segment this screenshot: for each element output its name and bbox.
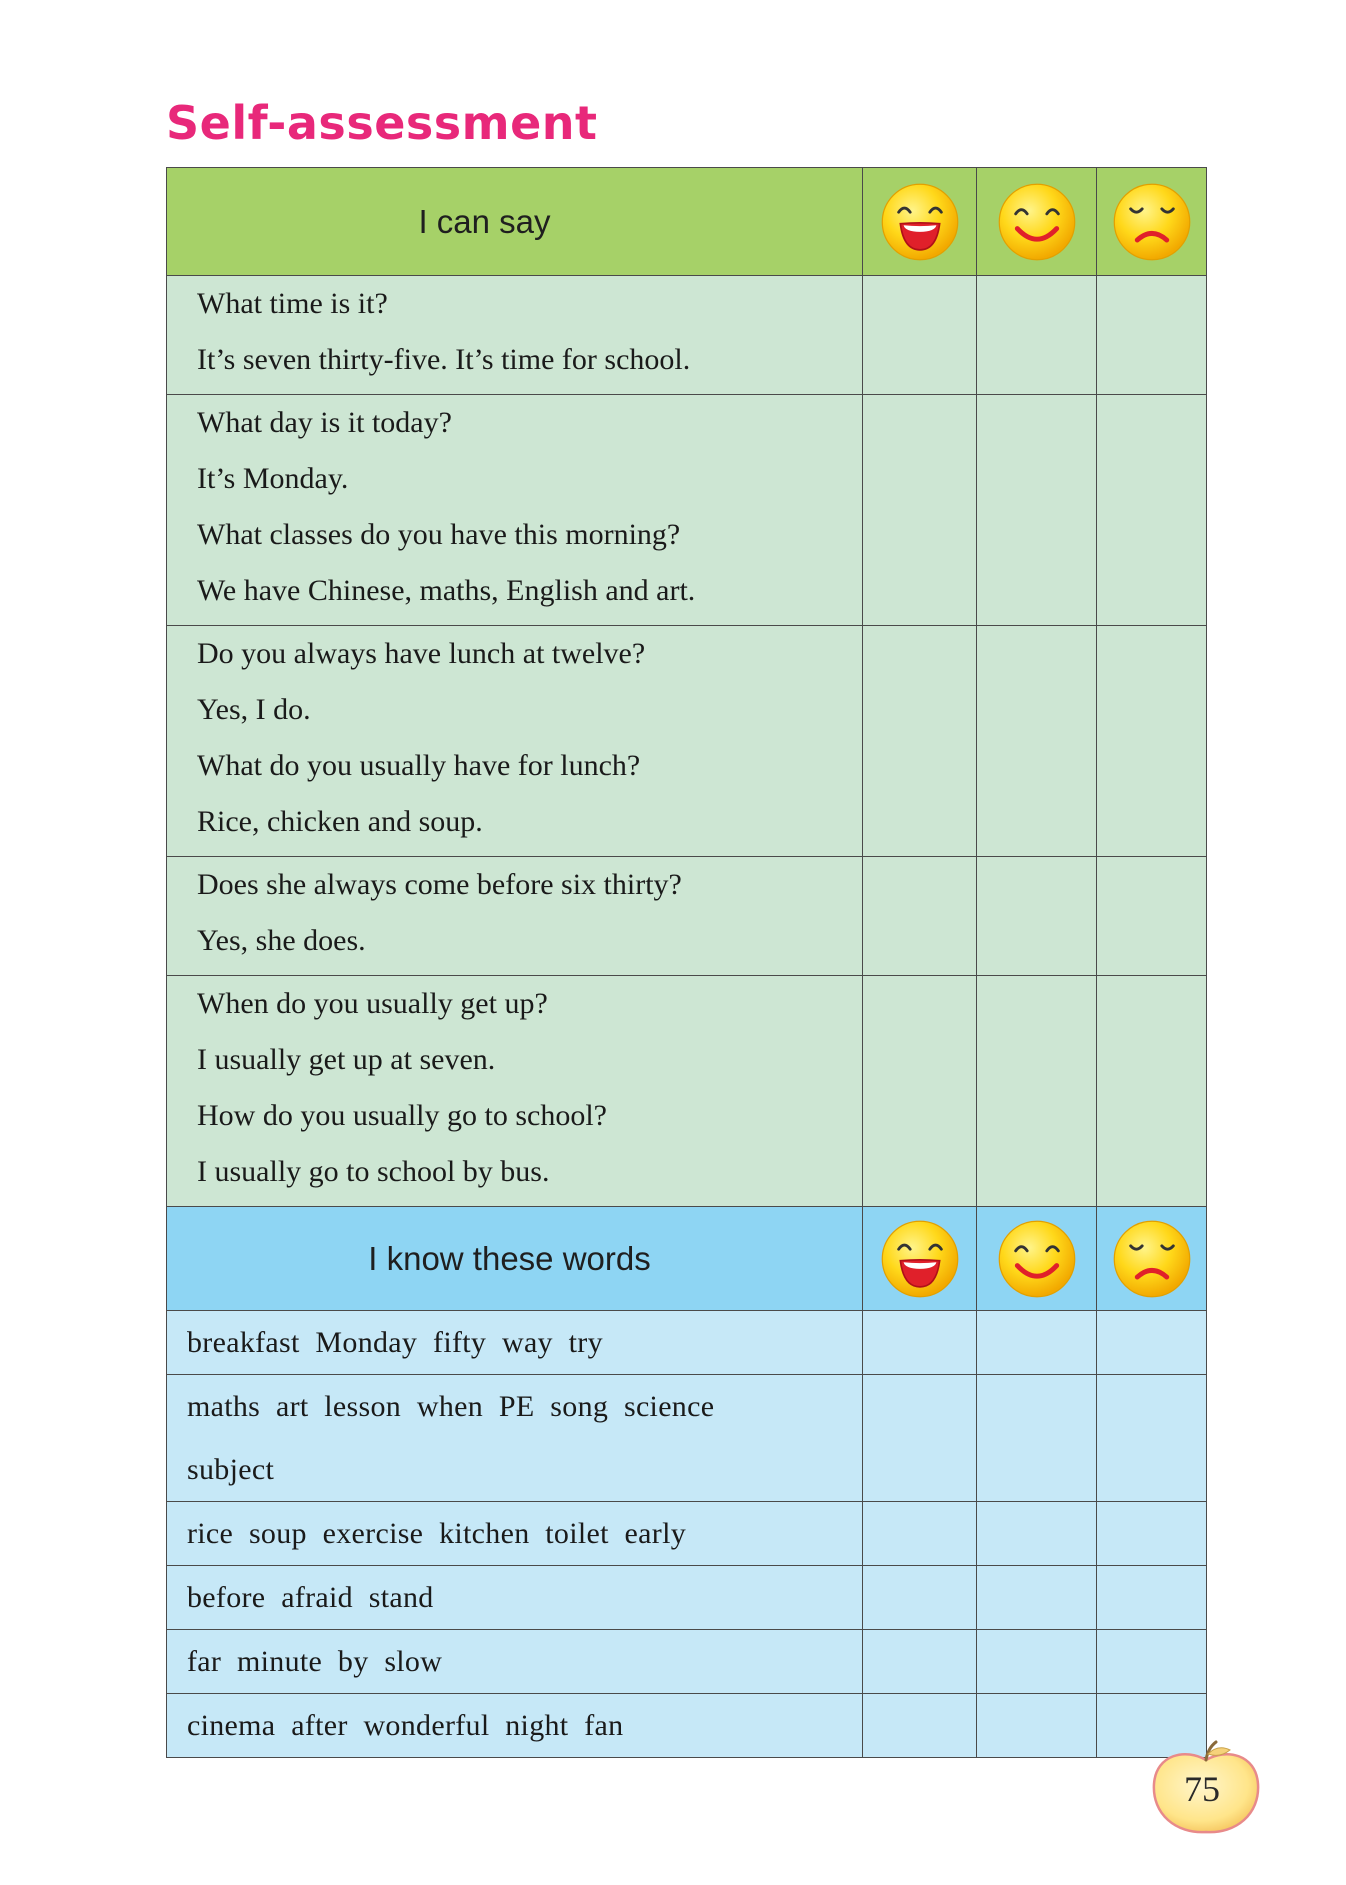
rating-cell-smile[interactable] [977,976,1097,1207]
page-title: Self-assessment [166,96,598,150]
rating-cell-laugh[interactable] [863,1311,977,1375]
say-row [167,395,1207,626]
say-row [167,276,1207,395]
words-row [167,1694,1207,1758]
say-line: What classes do you have this morning? [197,518,681,551]
words-row [167,1630,1207,1694]
words-line: before afraid stand [187,1581,434,1614]
say-row [167,976,1207,1207]
rating-cell-sad[interactable] [1097,1502,1207,1566]
smiling-face-icon [996,181,1078,263]
rating-cell-laugh[interactable] [863,1502,977,1566]
rating-cell-sad[interactable] [1097,1630,1207,1694]
say-row-text [167,626,863,857]
rating-cell-smile[interactable] [977,395,1097,626]
say-row-text [167,395,863,626]
rating-cell-smile[interactable] [977,1311,1097,1375]
rating-cell-smile[interactable] [977,1694,1097,1758]
say-line: Does she always come before six thirty? [197,868,682,901]
say-line: When do you usually get up? [197,987,548,1020]
say-row-text [167,276,863,395]
rating-cell-smile[interactable] [977,1375,1097,1502]
rating-cell-laugh[interactable] [863,626,977,857]
words-line: cinema after wonderful night fan [187,1709,624,1742]
words-row-text [167,1630,863,1694]
words-row-text [167,1502,863,1566]
words-line: rice soup exercise kitchen toilet early [187,1517,687,1550]
say-line: I usually go to school by bus. [197,1155,550,1188]
rating-cell-smile[interactable] [977,1630,1097,1694]
say-row [167,857,1207,976]
self-assessment-table [166,167,1207,1758]
words-row [167,1311,1207,1375]
smiling-face-icon [996,1218,1078,1300]
rating-cell-sad[interactable] [1097,1375,1207,1502]
rating-cell-laugh[interactable] [863,276,977,395]
words-row-text [167,1694,863,1758]
sad-face-icon [1111,1218,1193,1300]
say-line: What time is it? [197,287,388,320]
rating-cell-sad[interactable] [1097,276,1207,395]
words-row-text [167,1311,863,1375]
say-line: Yes, I do. [197,693,311,726]
say-header-label: I can say [167,168,863,276]
say-line: Do you always have lunch at twelve? [197,637,646,670]
rating-cell-smile[interactable] [977,1502,1097,1566]
page-number: 75 [1184,1769,1220,1809]
words-row [167,1502,1207,1566]
rating-cell-smile[interactable] [977,1566,1097,1630]
rating-cell-smile[interactable] [977,857,1097,976]
words-header-label: I know these words [167,1207,863,1311]
rating-cell-sad[interactable] [1097,395,1207,626]
rating-cell-sad[interactable] [1097,857,1207,976]
rating-cell-laugh[interactable] [863,857,977,976]
words-line: maths art lesson when PE song science [187,1390,715,1423]
words-header-row [167,1207,1207,1311]
say-header-face-cell [1097,168,1207,276]
say-row-text [167,857,863,976]
words-header-face-cell [1097,1207,1207,1311]
words-line: far minute by slow [187,1645,443,1678]
words-header-face-cell [977,1207,1097,1311]
laughing-face-icon [879,181,961,263]
rating-cell-sad[interactable] [1097,1566,1207,1630]
rating-cell-smile[interactable] [977,276,1097,395]
say-line: It’s Monday. [197,462,349,495]
words-line: breakfast Monday fifty way try [187,1326,603,1359]
say-line: Rice, chicken and soup. [197,805,483,838]
rating-cell-sad[interactable] [1097,626,1207,857]
say-row-text [167,976,863,1207]
rating-cell-sad[interactable] [1097,976,1207,1207]
rating-cell-smile[interactable] [977,626,1097,857]
say-line: I usually get up at seven. [197,1043,496,1076]
say-header-face-cell [863,168,977,276]
say-header-row [167,168,1207,276]
say-line: What do you usually have for lunch? [197,749,641,782]
rating-cell-sad[interactable] [1097,1311,1207,1375]
say-header-face-cell [977,168,1097,276]
laughing-face-icon [879,1218,961,1300]
say-line: It’s seven thirty-five. It’s time for school. [197,343,691,376]
words-row-text [167,1375,863,1502]
say-line: What day is it today? [197,406,452,439]
sad-face-icon [1111,181,1193,263]
words-row-text [167,1566,863,1630]
words-line: subject [187,1453,275,1486]
rating-cell-laugh[interactable] [863,1694,977,1758]
rating-cell-laugh[interactable] [863,1566,977,1630]
rating-cell-laugh[interactable] [863,1630,977,1694]
say-line: We have Chinese, maths, English and art. [197,574,696,607]
rating-cell-laugh[interactable] [863,1375,977,1502]
words-header-face-cell [863,1207,977,1311]
rating-cell-laugh[interactable] [863,395,977,626]
say-line: Yes, she does. [197,924,366,957]
words-row [167,1375,1207,1502]
rating-cell-laugh[interactable] [863,976,977,1207]
say-line: How do you usually go to school? [197,1099,607,1132]
say-row [167,626,1207,857]
words-row [167,1566,1207,1630]
